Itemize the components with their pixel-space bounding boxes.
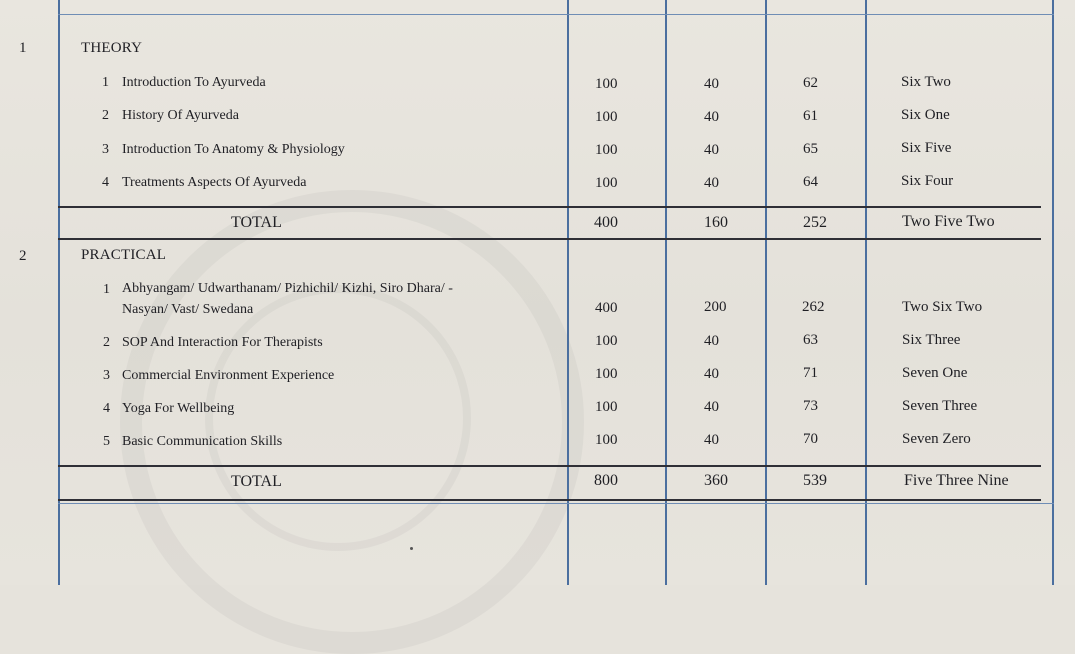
row-rule — [58, 14, 1054, 15]
total-label: TOTAL — [231, 214, 282, 231]
marks-obtained: 62 — [803, 75, 818, 91]
marks-obtained: 73 — [803, 398, 818, 414]
subject-name: Abhyangam/ Udwarthanam/ Pizhichil/ Kizhi, Siro Dhara/ - — [122, 281, 453, 296]
column-rule — [567, 0, 569, 585]
min-marks: 40 — [704, 333, 719, 349]
row-rule — [58, 499, 1041, 501]
section-number: 1 — [19, 40, 27, 56]
subject-name: SOP And Interaction For Therapists — [122, 335, 323, 350]
column-rule — [665, 0, 667, 585]
total-in-words: Two Five Two — [902, 213, 995, 230]
total-min-marks: 160 — [704, 214, 728, 231]
marks-in-words: Seven Three — [902, 398, 978, 414]
marks-in-words: Six One — [901, 107, 950, 123]
max-marks: 100 — [595, 333, 618, 349]
max-marks: 400 — [595, 300, 618, 316]
max-marks: 100 — [595, 432, 618, 448]
total-min-marks: 360 — [704, 472, 728, 489]
min-marks: 40 — [704, 432, 719, 448]
min-marks: 40 — [704, 76, 719, 92]
section-title: THEORY — [81, 40, 143, 56]
max-marks: 100 — [595, 142, 618, 158]
min-marks: 40 — [704, 109, 719, 125]
max-marks: 100 — [595, 109, 618, 125]
max-marks: 100 — [595, 399, 618, 415]
total-marks-obtained: 252 — [803, 214, 827, 231]
column-rule — [765, 0, 767, 585]
subject-name: Commercial Environment Experience — [122, 368, 335, 383]
min-marks: 40 — [704, 142, 719, 158]
total-max-marks: 400 — [594, 214, 618, 231]
marks-in-words: Six Four — [901, 173, 954, 189]
item-number: 5 — [103, 434, 110, 449]
item-number: 1 — [102, 75, 109, 90]
marks-in-words: Six Five — [901, 140, 952, 156]
item-number: 4 — [102, 175, 109, 190]
seal-watermark-inner — [205, 285, 471, 551]
min-marks: 40 — [704, 366, 719, 382]
marks-obtained: 63 — [803, 332, 818, 348]
min-marks: 200 — [704, 299, 727, 315]
total-in-words: Five Three Nine — [904, 472, 1009, 489]
total-marks-obtained: 539 — [803, 472, 827, 489]
min-marks: 40 — [704, 175, 719, 191]
section-number: 2 — [19, 248, 27, 264]
marks-obtained: 70 — [803, 431, 818, 447]
marks-obtained: 262 — [802, 299, 825, 315]
marks-obtained: 71 — [803, 365, 818, 381]
subject-name: Introduction To Anatomy & Physiology — [122, 142, 345, 157]
paper-speck — [410, 547, 413, 550]
subject-name: Basic Communication Skills — [122, 434, 283, 449]
item-number: 4 — [103, 401, 110, 416]
max-marks: 100 — [595, 76, 618, 92]
subject-name: Treatments Aspects Of Ayurveda — [122, 175, 307, 190]
min-marks: 40 — [704, 399, 719, 415]
marks-in-words: Six Three — [902, 332, 961, 348]
marks-obtained: 64 — [803, 174, 818, 190]
marks-in-words: Seven Zero — [902, 431, 971, 447]
row-rule — [58, 465, 1041, 467]
marks-obtained: 65 — [803, 141, 818, 157]
column-rule — [865, 0, 867, 585]
column-rule — [58, 0, 60, 585]
section-title: PRACTICAL — [81, 247, 167, 263]
item-number: 3 — [103, 368, 110, 383]
item-number: 1 — [103, 282, 110, 297]
subject-name: Yoga For Wellbeing — [122, 401, 235, 416]
max-marks: 100 — [595, 175, 618, 191]
subject-name: Introduction To Ayurveda — [122, 75, 266, 90]
max-marks: 100 — [595, 366, 618, 382]
item-number: 2 — [103, 335, 110, 350]
row-rule — [58, 503, 1054, 504]
subject-name: History Of Ayurveda — [122, 108, 239, 123]
marks-obtained: 61 — [803, 108, 818, 124]
column-rule — [1052, 0, 1054, 585]
item-number: 3 — [102, 142, 109, 157]
total-label: TOTAL — [231, 473, 282, 490]
marks-in-words: Six Two — [901, 74, 951, 90]
subject-name-continued: Nasyan/ Vast/ Swedana — [122, 302, 254, 317]
item-number: 2 — [102, 108, 109, 123]
row-rule — [58, 206, 1041, 208]
marks-in-words: Two Six Two — [902, 299, 983, 315]
marks-in-words: Seven One — [902, 365, 968, 381]
row-rule — [58, 238, 1041, 240]
total-max-marks: 800 — [594, 472, 618, 489]
